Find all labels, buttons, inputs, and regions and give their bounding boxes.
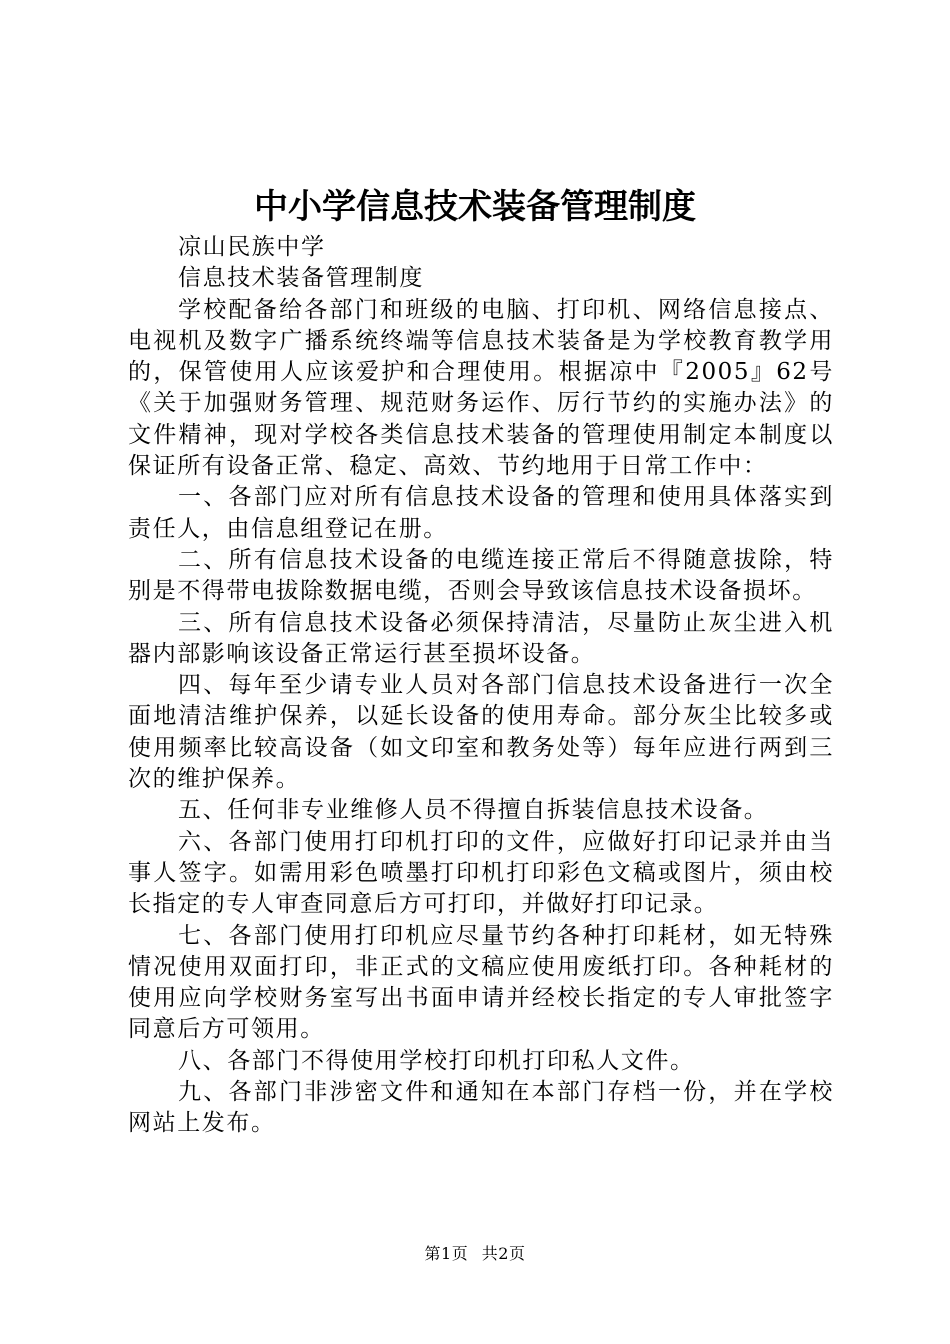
page-footer — [0, 1243, 950, 1265]
document-title: 中小学信息技术装备管理制度 — [254, 187, 696, 227]
paragraph-rule-9: 九、各部门非涉密文件和通知在本部门存档一份，并在学校网站上发布。 — [128, 1079, 834, 1137]
paragraph-subtitle: 信息技术装备管理制度 — [178, 265, 424, 292]
paragraph-rule-4: 四、每年至少请专业人员对各部门信息技术设备进行一次全面地清洁维护保养，以延长设备的使用寿命。部分灰尘比较多或使用频率比较高设备（如文印室和教务处等）每年应进行两到三次的维护保养。 — [128, 672, 834, 793]
paragraph-school-name: 凉山民族中学 — [178, 234, 326, 260]
paragraph-rule-3: 三、所有信息技术设备必须保持清洁，尽量防止灰尘进入机器内部影响该设备正常运行甚至损坏设备。 — [128, 609, 834, 667]
page-total: 共2页 — [481, 1244, 526, 1263]
paragraph-rule-5: 五、任何非专业维修人员不得擅自拆装信息技术设备。 — [178, 797, 769, 824]
page-number: 第1页 — [424, 1244, 469, 1263]
paragraph-rule-6: 六、各部门使用打印机打印的文件，应做好打印记录并由当事人签字。如需用彩色喷墨打印机打印彩色文稿或图片，须由校长指定的专人审查同意后方可打印，并做好打印记录。 — [128, 828, 834, 918]
paragraph-rule-2: 二、所有信息技术设备的电缆连接正常后不得随意拔除，特别是不得带电拔除数据电缆，否则会导致该信息技术设备损坏。 — [128, 546, 834, 605]
document-body — [128, 232, 834, 1140]
paragraph-rule-7: 七、各部门使用打印机应尽量节约各种打印耗材，如无特殊情况使用双面打印，非正式的文稿应使用废纸打印。各种耗材的使用应向学校财务室写出书面申请并经校长指定的专人审批签字同意后方可领用。 — [128, 922, 834, 1043]
paragraph-rule-8: 八、各部门不得使用学校打印机打印私人文件。 — [178, 1047, 695, 1074]
paragraph-rule-1: 一、各部门应对所有信息技术设备的管理和使用具体落实到责任人，由信息组登记在册。 — [128, 484, 834, 542]
paragraph-intro: 学校配备给各部门和班级的电脑、打印机、网络信息接点、电视机及数字广播系统终端等信息技术装备是为学校教育教学用的，保管使用人应该爱护和合理使用。根据凉中『2005』62号《关于加强财务管理、规范财务运作、厉行节约的实施办法》的文件精神，现对学校各类信息技术装备的管理使用制定本制度以保证所有设备正常、稳定、高效、节约地用于日常工作中： — [128, 296, 834, 480]
